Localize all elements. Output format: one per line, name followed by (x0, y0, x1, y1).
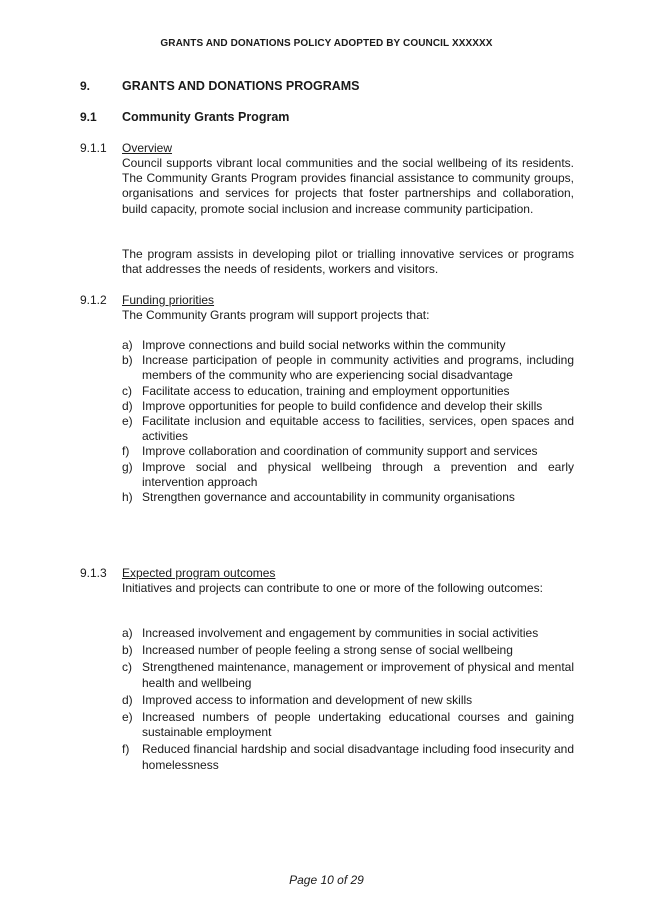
priorities-intro: The Community Grants program will support projects that: (122, 308, 430, 322)
list-item-text: Increase participation of people in community activities and programs, including members of the community who are experiencing social disadvantage (142, 353, 574, 383)
list-item (122, 460, 574, 490)
subsection-number: 9.1 (80, 110, 97, 124)
list-item (122, 399, 574, 414)
list-item-text: Increased involvement and engagement by communities in social activities (142, 626, 539, 640)
overview-paragraph-1: Council supports vibrant local communities and the social wellbeing of its residents. The Community Grants Program provides financial assistance to community groups, organisations and services for projects that foster partnerships and collaboration, build capacity, promote social inclusion and increase community participation. (122, 156, 574, 216)
page-footer: Page 10 of 29 (289, 873, 364, 887)
list-marker: e) (122, 710, 133, 725)
list-marker: g) (122, 459, 133, 474)
list-marker: e) (122, 414, 133, 429)
overview-number: 9.1.1 (80, 141, 107, 155)
list-item-text: Facilitate inclusion and equitable access to facilities, services, open spaces and activities (142, 414, 574, 444)
list-item-text: Strengthen governance and accountability in community organisations (142, 490, 515, 505)
outcomes-intro: Initiatives and projects can contribute to one or more of the following outcomes: (122, 581, 543, 595)
list-item-text: Improve social and physical wellbeing through a prevention and early intervention approach (142, 459, 574, 489)
priorities-number: 9.1.2 (80, 293, 107, 307)
list-marker: f) (122, 742, 130, 757)
list-item-text: Facilitate access to education, training and employment opportunities (142, 383, 510, 398)
overview-title: Overview (122, 141, 173, 155)
list-marker: d) (122, 398, 133, 413)
section-number: 9. (80, 79, 91, 93)
list-item (122, 353, 574, 383)
list-item (122, 444, 574, 459)
outcomes-list (122, 626, 574, 773)
list-marker: b) (122, 643, 133, 658)
list-item-text: Strengthened maintenance, management or improvement of physical and mental health and wellbeing (142, 660, 574, 690)
list-item-text: Increased numbers of people undertaking educational courses and gaining sustainable employment (142, 710, 574, 740)
list-item (122, 643, 574, 658)
list-item-text: Improve opportunities for people to build confidence and develop their skills (142, 398, 543, 413)
list-item (122, 710, 574, 740)
section-title: GRANTS AND DONATIONS PROGRAMS (122, 79, 360, 93)
list-marker: a) (122, 338, 133, 352)
list-marker: h) (122, 490, 133, 505)
list-item-text: Improved access to information and development of new skills (142, 692, 473, 707)
list-item (122, 338, 574, 353)
outcomes-number: 9.1.3 (80, 566, 107, 580)
list-item (122, 414, 574, 444)
list-marker: d) (122, 692, 133, 707)
list-item (122, 742, 574, 772)
list-marker: c) (122, 383, 132, 398)
list-item-text: Reduced financial hardship and social disadvantage including food insecurity and homelessness (142, 742, 574, 772)
page-header: GRANTS AND DONATIONS POLICY ADOPTED BY COUNCIL XXXXXX (160, 38, 493, 49)
priorities-title: Funding priorities (122, 293, 215, 307)
list-marker: a) (122, 626, 133, 640)
list-item-text: Improve collaboration and coordination of community support and services (142, 444, 538, 459)
list-item-text: Increased number of people feeling a strong sense of social wellbeing (142, 643, 513, 658)
list-marker: c) (122, 660, 132, 675)
overview-paragraph-2: The program assists in developing pilot or trialling innovative services or programs that addresses the needs of residents, workers and visitors. (122, 247, 574, 277)
list-item (122, 693, 574, 708)
list-item (122, 384, 574, 399)
list-item (122, 490, 574, 505)
list-item-text: Improve connections and build social networks within the community (142, 338, 506, 352)
subsection-title: Community Grants Program (122, 110, 290, 124)
priorities-list (122, 338, 574, 505)
list-item (122, 626, 574, 641)
list-marker: b) (122, 353, 133, 368)
outcomes-title: Expected program outcomes (122, 566, 276, 580)
list-marker: f) (122, 444, 130, 459)
list-item (122, 660, 574, 690)
